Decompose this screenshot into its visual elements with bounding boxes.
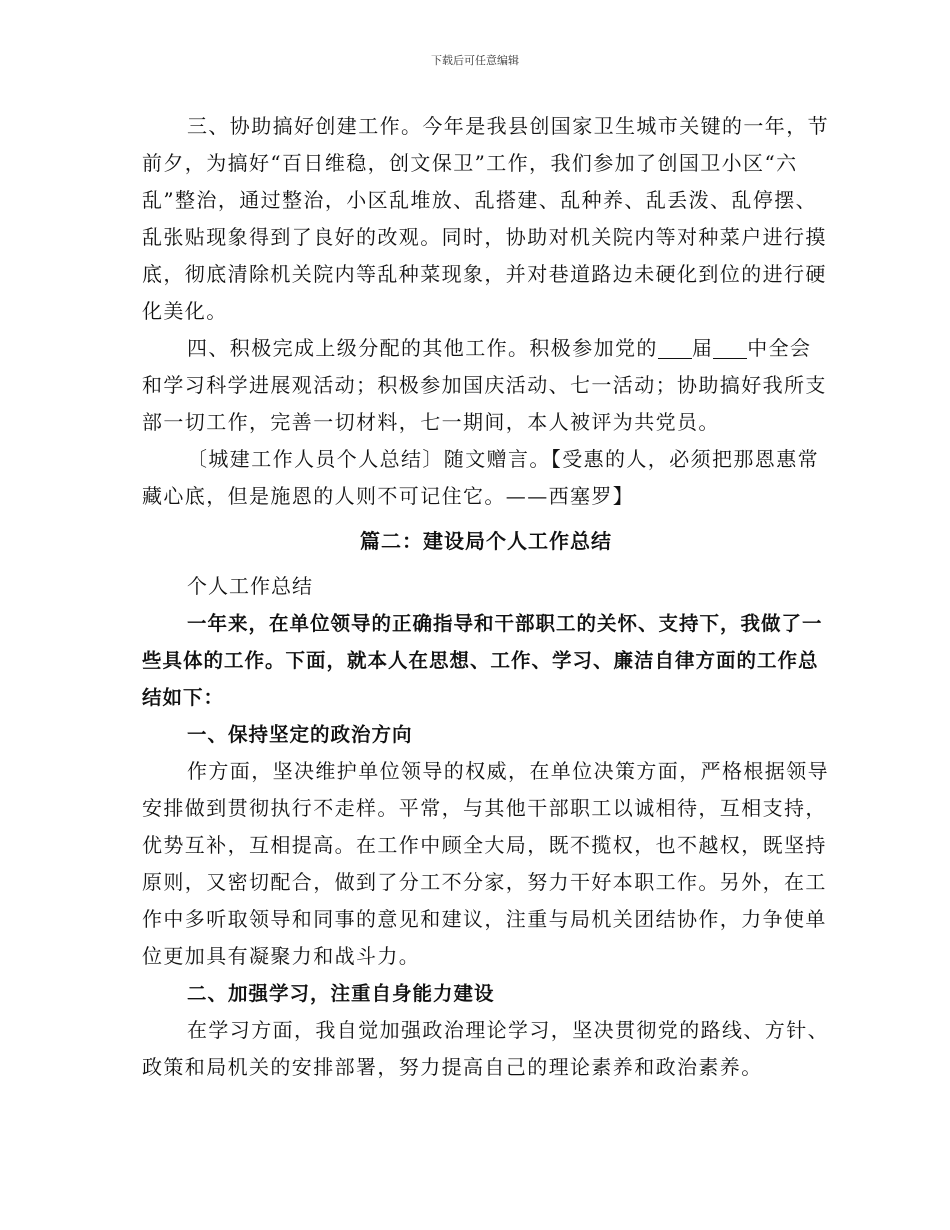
heading-study: 二、加强学习，注重自身能力建设: [187, 982, 495, 1005]
blank-line: [658, 338, 692, 359]
heading-political-direction: 一、保持坚定的政治方向: [187, 723, 413, 746]
paragraph-closing-quote: 〔城建工作人员个人总结〕随文赠言。【受惠的人，必须把那恩惠常藏心底，但是施恩的人则不可记住它。——西塞罗】: [142, 447, 819, 508]
paragraph-other-work-part-1: 四、积极完成上级分配的其他工作。积极参加党的: [187, 336, 658, 360]
paragraph-subtitle: 个人工作总结: [187, 574, 313, 598]
paragraph-other-work-part-3: 中全会和学习科学进展观活动；积极参加国庆活动、七一活动；协助搞好我所支部一切工作，完善一切材料，七一期间，本人被评为共党员。: [142, 336, 827, 434]
paragraph-study-aspect: 在学习方面，我自觉加强政治理论学习，坚决贯彻党的路线、方针、政策和局机关的安排部署，努力提高自己的理论素养和政治素养。: [142, 1018, 829, 1079]
page-header: 下载后可任意编辑: [431, 54, 519, 67]
section-title: 篇二：建设局个人工作总结: [360, 529, 612, 553]
paragraph-intro: 一年来，在单位领导的正确指导和干部职工的关怀、支持下，我做了一些具体的工作。下面，就本人在思想、工作、学习、廉洁自律方面的工作总结如下：: [142, 612, 823, 709]
paragraph-other-work: [142, 330, 830, 441]
paragraph-creation-work: 三、协助搞好创建工作。今年是我县创国家卫生城市关键的一年，节前夕，为搞好“百日维稳，创文保卫”工作，我们参加了创国卫小区“六乱”整治，通过整治，小区乱堆放、乱搭建、乱种养、乱丢泼、乱停摆、乱张贴现象得到了良好的改观。同时，协助对机关院内等对种菜户进行摸底，彻底清除机关院内等乱种菜现象，并对巷道路边未硬化到位的进行硬化美化。: [142, 114, 829, 323]
paragraph-work-aspect: 作方面，坚决维护单位领导的权威，在单位决策方面，严格根据领导安排做到贯彻执行不走样。平常，与其他干部职工以诚相待，互相支持，优势互补，互相提高。在工作中顾全大局，既不揽权，也不越权，既坚持原则，又密切配合，做到了分工不分家，努力干好本职工作。另外，在工作中多听取领导和同事的意见和建议，注重与局机关团结协作，力争使单位更加具有凝聚力和战斗力。: [142, 759, 829, 968]
blank-line: [713, 338, 747, 359]
paragraph-other-work-part-2: 届: [691, 336, 714, 360]
document-body: [142, 108, 830, 1086]
